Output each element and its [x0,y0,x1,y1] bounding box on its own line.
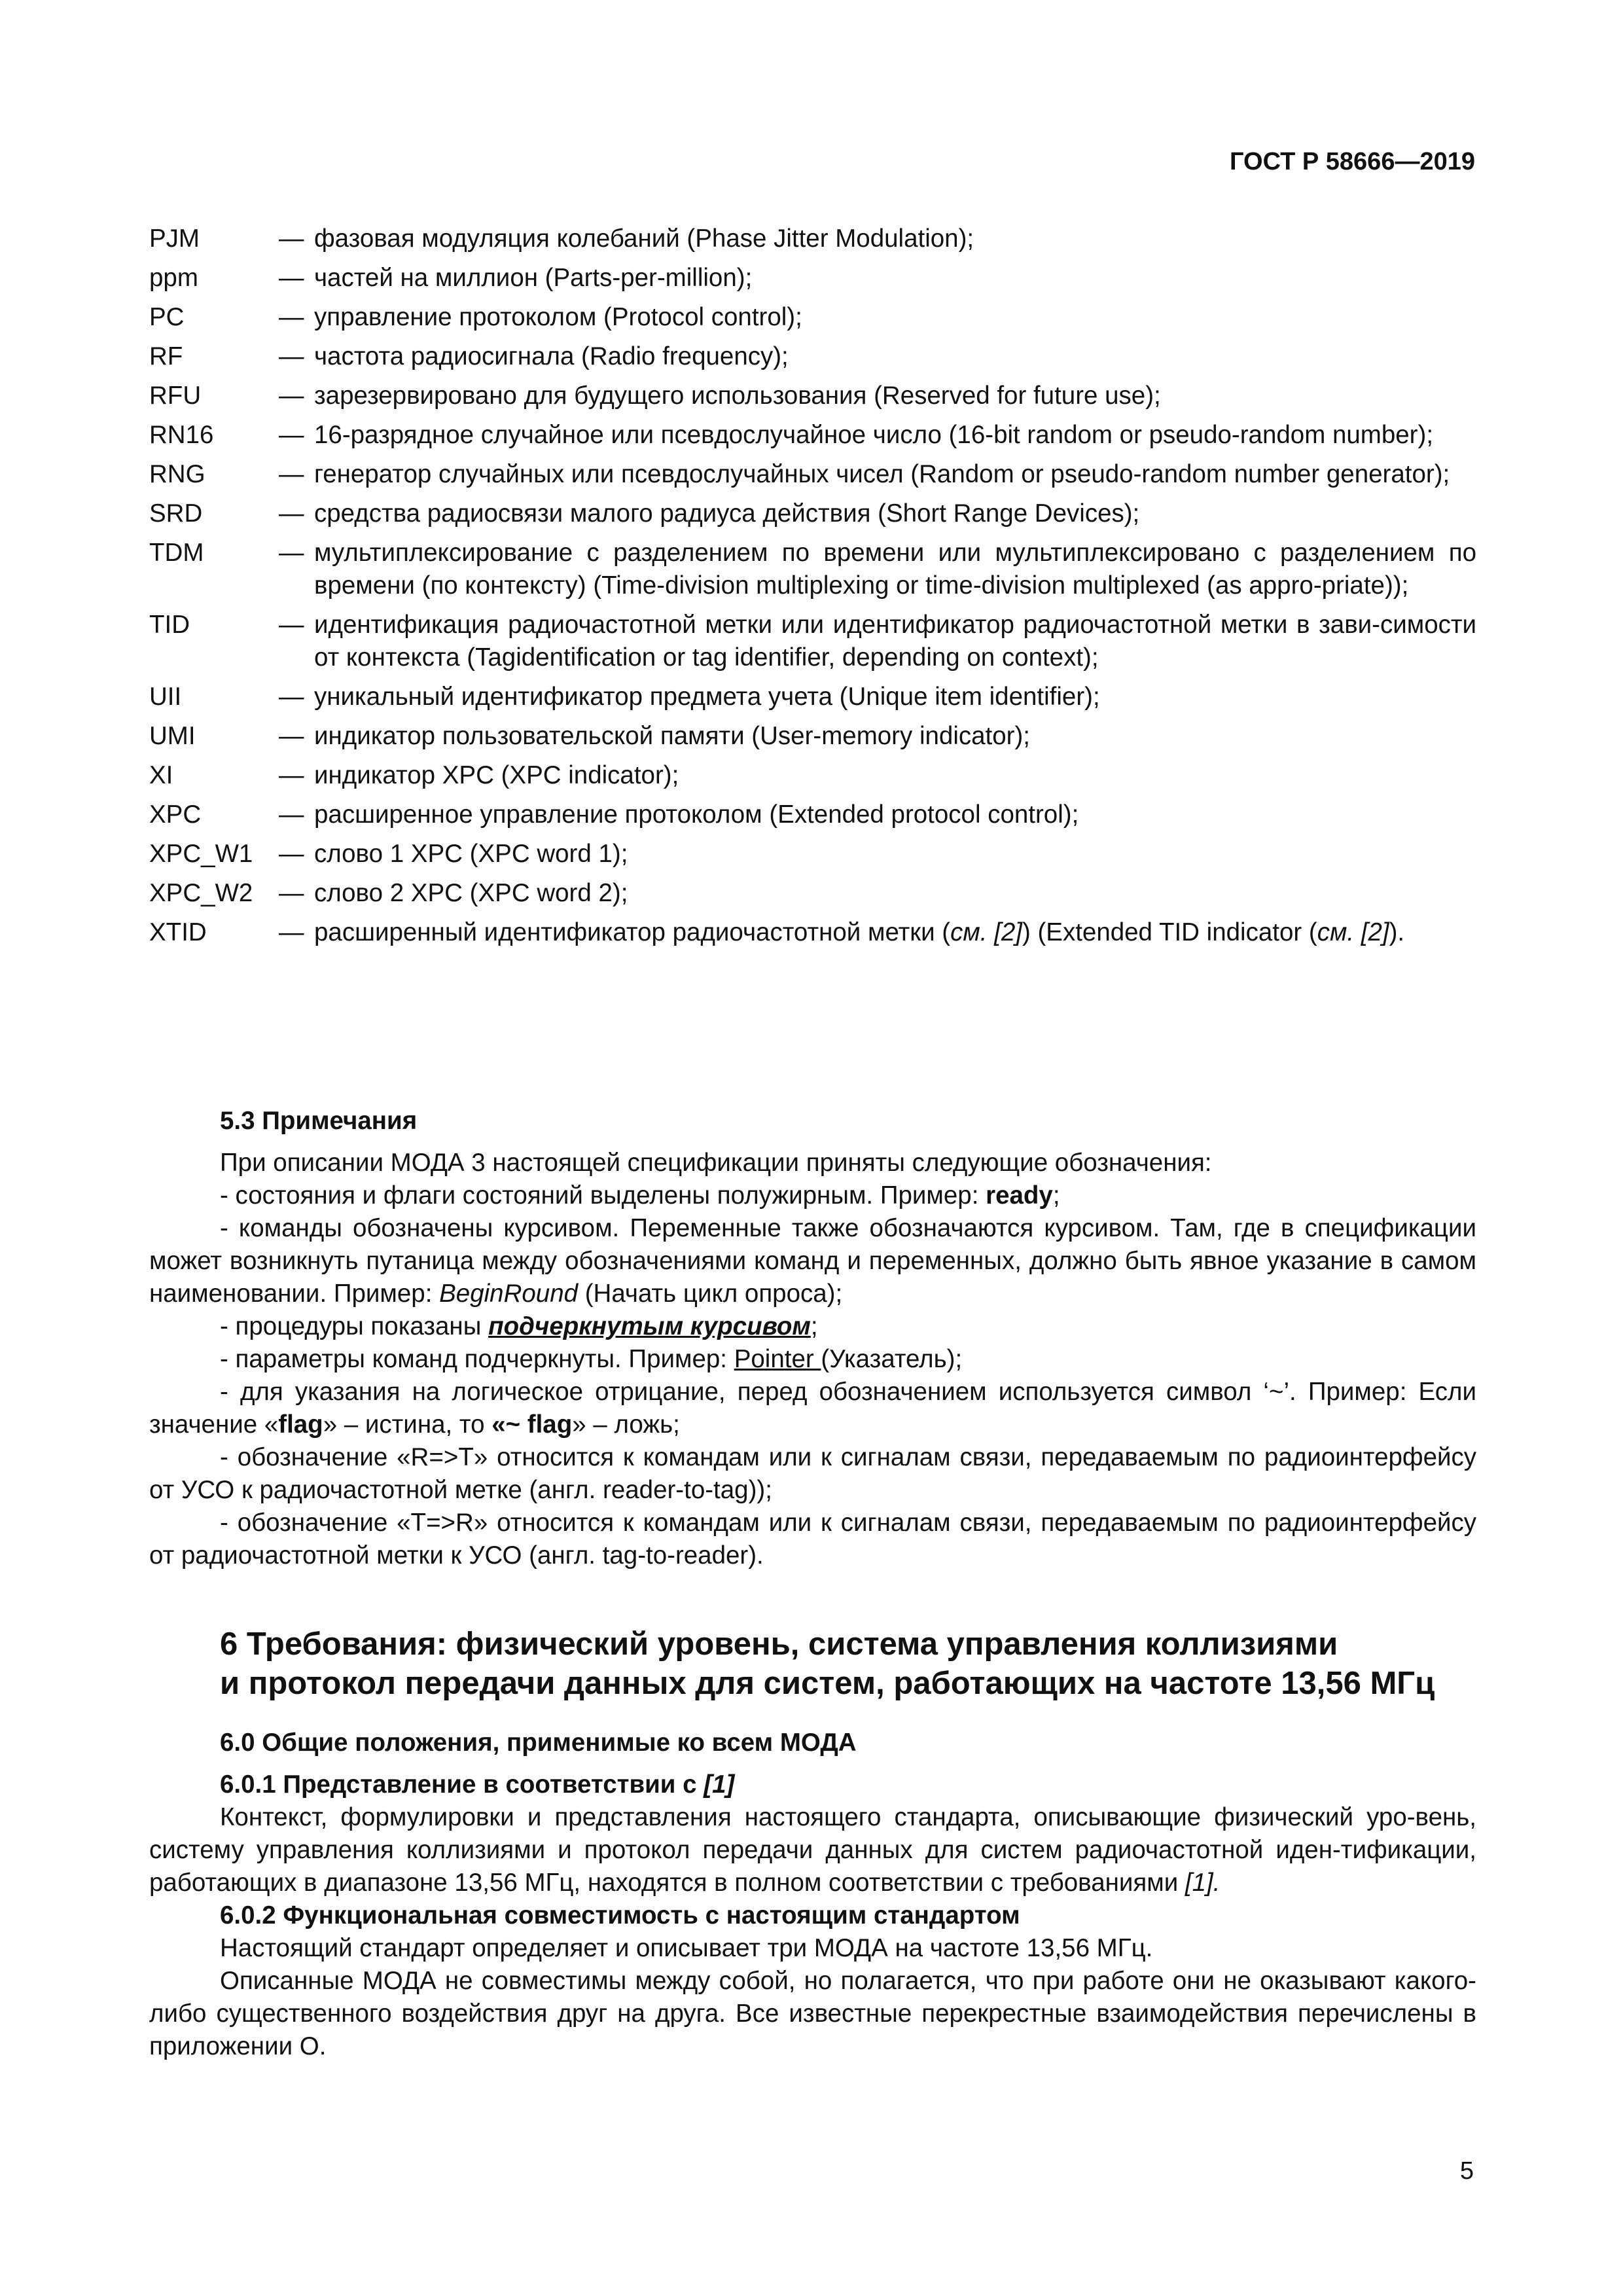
dash: — [279,800,304,829]
subsection-heading [149,1768,1476,1801]
abbreviation-term: PJM [149,224,200,253]
abbreviation-definition: частей на миллион (Parts-per-million); [314,264,753,292]
abbreviation-row [149,877,1476,910]
dash: — [279,539,304,567]
abbreviation-definition: мультиплексирование с разделением по времени или мультиплексировано с разделением по времени (по контексту) (Time-division multiplexing or time-division multiplexed (as appro-priate)); [314,539,1476,600]
dash: — [279,722,304,750]
dash: — [279,918,304,946]
dash: — [279,499,304,528]
abbreviation-definition: слово 2 XPC (XPC word 2); [314,879,628,907]
abbreviation-term: RN16 [149,421,214,449]
section-title [149,1624,1476,1703]
abbreviation-definition: слово 1 XPC (XPC word 1); [314,840,628,868]
notes-item: - обозначение «R=>T» относится к командам или к сигналам связи, передаваемым по радиоинтерфейсу от УСО к радиочастотной метке (англ. reader-to-tag)); [149,1443,1476,1504]
text-run: 6.0.1 Представление в соответствии с [220,1770,704,1799]
section-6 [149,1624,1476,2063]
abbreviation-term: XPC_W1 [149,840,253,868]
text-run: ; [1052,1181,1060,1210]
dash: — [279,264,304,292]
abbreviation-term: TID [149,611,190,639]
abbreviation-row [149,262,1476,295]
section-title-line: и протокол передачи данных для систем, работающих на частоте 13,56 МГц [220,1666,1435,1701]
abbreviation-definition: идентификация радиочастотной метки или идентификатор радиочастотной метки в зави-симости от контекста (Tagidentification or tag identifier, depending on context); [314,611,1476,672]
abbreviation-row [149,380,1476,412]
abbreviation-definition: уникальный идентификатор предмета учета (Unique item identifier); [314,683,1100,711]
abbreviation-term: RF [149,342,183,370]
abbreviation-definition: фазовая модуляция колебаний (Phase Jitter Modulation); [314,224,974,253]
dash: — [279,840,304,868]
abbreviation-definition: частота радиосигнала (Radio frequency); [314,342,789,370]
abbreviation-row [149,537,1476,602]
command-example: BeginRound [439,1280,579,1308]
abbreviation-list [149,223,1476,956]
abbreviation-row [149,223,1476,255]
document-id: ГОСТ Р 58666—2019 [1230,148,1475,175]
paragraph [149,1801,1476,1899]
text-run: » – ложь; [572,1410,680,1439]
dash: — [279,382,304,410]
dash: — [279,224,304,253]
abbreviation-definition: генератор случайных или псевдослучайных чисел (Random or pseudo-random number generator); [314,460,1450,488]
abbreviation-row [149,458,1476,491]
flag-example: flag [278,1410,323,1439]
notes-section [149,1105,1476,1572]
abbreviation-term: XI [149,761,173,789]
abbreviation-row [149,759,1476,792]
xtid-def-c: ). [1389,918,1405,946]
notes-item [149,1376,1476,1441]
abbreviation-row [149,720,1476,753]
text-run: ; [810,1312,818,1340]
subsection-heading: 6.0 Общие положения, применимые ко всем МОДА [220,1729,857,1757]
abbreviation-row [149,838,1476,870]
abbreviation-term: XTID [149,918,207,946]
dash: — [279,303,304,331]
page-number: 5 [1459,2157,1474,2185]
abbreviation-definition: средства радиосвязи малого радиуса действия (Short Range Devices); [314,499,1140,528]
text-run: - параметры команд подчеркнуты. Пример: [220,1345,734,1373]
abbreviation-term: UII [149,683,182,711]
paragraph: Настоящий стандарт определяет и описывает три МОДА на частоте 13,56 МГц. [220,1934,1153,1962]
paragraph: Описанные МОДА не совместимы между собой, но полагается, что при работе они не оказывают какого-либо существенного воздействия друг на друга. Все известные перекрестные взаимодействия перечислены в приложении О. [149,1967,1476,2060]
abbreviation-term: UMI [149,722,196,750]
abbreviation-definition: индикатор XPC (XPC indicator); [314,761,679,789]
notes-item [149,1212,1476,1310]
abbreviation-row [149,798,1476,831]
xtid-ref-2: см. [2] [1317,918,1389,946]
dash: — [279,761,304,789]
text-run: » – истина, то [323,1410,492,1439]
text-run: (Указатель); [821,1345,963,1373]
text-run: - команды обозначены курсивом. Переменные также обозначаются курсивом. Там, где в спецификации может возникнуть путаница между обозначениями команд и переменных, должно быть явное указание в самом наименовании. Пример: [149,1214,1476,1308]
abbreviation-term: PC [149,303,185,331]
xtid-ref-1: см. [2] [950,918,1022,946]
dash: — [279,421,304,449]
abbreviation-term: XPC [149,800,202,829]
abbreviation-definition: зарезервировано для будущего использования (Reserved for future use); [314,382,1161,410]
text-run: (Начать цикл опроса); [578,1280,843,1308]
abbreviation-definition [314,916,1476,949]
abbreviation-row [149,609,1476,674]
abbreviation-definition: индикатор пользовательской памяти (User-memory indicator); [314,722,1030,750]
notes-item [149,1310,1476,1343]
reference: [1]. [1185,1869,1221,1897]
subsection-heading: 6.0.2 Функциональная совместимость с настоящим стандартом [220,1901,1020,1929]
notes-item: - обозначение «T=>R» относится к командам или к сигналам связи, передаваемым по радиоинтерфейсу от радиочастотной метки к УСО (англ. tag-to-reader). [149,1509,1476,1570]
state-example: ready [986,1181,1053,1210]
xtid-def-b: ) (Extended TID indicator ( [1022,918,1317,946]
abbreviation-term: SRD [149,499,203,528]
abbreviation-definition: управление протоколом (Protocol control); [314,303,802,331]
dash: — [279,611,304,639]
abbreviation-row [149,497,1476,530]
dash: — [279,879,304,907]
abbreviation-row [149,301,1476,334]
abbreviation-row [149,681,1476,713]
abbreviation-definition: расширенное управление протоколом (Extended protocol control); [314,800,1079,829]
abbreviation-row [149,340,1476,373]
dash: — [279,342,304,370]
procedure-example: подчеркнутым курсивом [488,1312,811,1340]
dash: — [279,683,304,711]
abbreviation-definition: 16-разрядное случайное или псевдослучайное число (16-bit random or pseudo-random number); [314,421,1434,449]
abbreviation-row [149,916,1476,949]
reference: [1] [704,1770,735,1799]
notes-heading: 5.3 Примечания [220,1107,418,1135]
xtid-def-a: расширенный идентификатор радиочастотной метки ( [314,918,951,946]
notes-item [149,1179,1476,1212]
text-run: Контекст, формулировки и представления настоящего стандарта, описывающие физический уро-вень, систему управления коллизиями и протокол передачи данных для систем радиочастотной иден-тификации, работающих в диапазоне 13,56 МГц, находятся в полном соответствии с требованиями [149,1803,1476,1897]
abbreviation-term: ppm [149,264,198,292]
abbreviation-term: TDM [149,539,204,567]
dash: — [279,460,304,488]
abbreviation-row [149,419,1476,452]
abbreviation-term: RNG [149,460,205,488]
text-run: - процедуры показаны [220,1312,489,1340]
parameter-example: Pointer [734,1345,821,1373]
text-run: - состояния и флаги состояний выделены полужирным. Пример: [220,1181,986,1210]
abbreviation-term: XPC_W2 [149,879,253,907]
abbreviation-term: RFU [149,382,202,410]
notes-item [149,1343,1476,1376]
section-title-line: 6 Требования: физический уровень, система управления коллизиями [220,1626,1338,1662]
negated-flag-example: «~ flag [491,1410,573,1439]
notes-intro: При описании МОДА 3 настоящей спецификации приняты следующие обозначения: [220,1149,1212,1177]
text-run: - для указания на логическое отрицание, перед обозначением используется символ ‘~’. Пример: Если значение « [149,1378,1476,1439]
